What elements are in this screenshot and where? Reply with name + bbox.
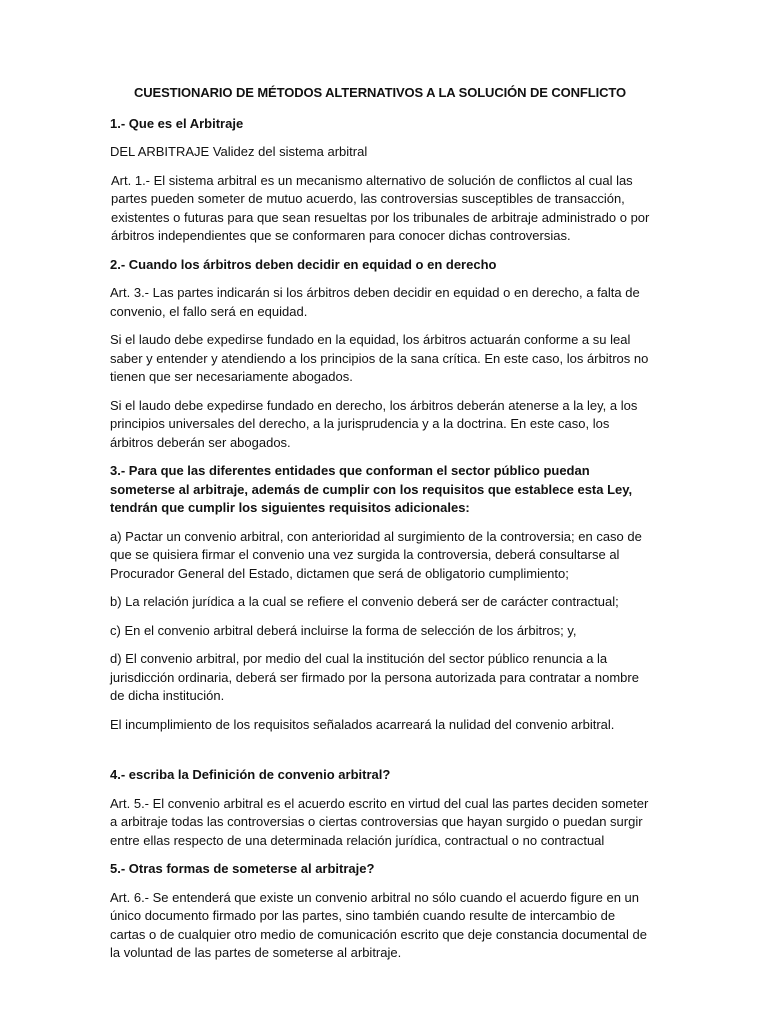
question-2: 2.- Cuando los árbitros deben decidir en equidad o en derecho	[110, 256, 497, 272]
question-3-item-d: d) El convenio arbitral, por medio del cual la institución del sector público renuncia a la jurisdicción ordinaria, deberá ser firmado por la persona autorizada para contratar a nombre de dicha institución.	[110, 651, 639, 703]
question-3-item-b: b) La relación jurídica a la cual se refiere el convenio deberá ser de carácter contractual;	[110, 594, 619, 609]
question-2-answer-1: Art. 3.- Las partes indicarán si los árbitros deben decidir en equidad o en derecho, a falta de convenio, el fallo será en equidad.	[110, 285, 640, 319]
question-4: 4.- escriba la Definición de convenio arbitral?	[110, 767, 391, 782]
question-5: 5.- Otras formas de someterse al arbitraje?	[110, 861, 375, 876]
question-3-item-a: a) Pactar un convenio arbitral, con anterioridad al surgimiento de la controversia; en caso de que se quisiera firmar el convenio una vez surgida la controversia, deberá consultarse al Procurador General del Estado, dictamen que será de obligatorio cumplimiento;	[110, 528, 642, 581]
question-1-heading: DEL ARBITRAJE Validez del sistema arbitral	[110, 144, 368, 159]
document-title: CUESTIONARIO DE MÉTODOS ALTERNATIVOS A LA SOLUCIÓN DE CONFLICTO	[133, 85, 627, 100]
question-3-note: El incumplimiento de los requisitos señalados acarreará la nulidad del convenio arbitral.	[110, 716, 615, 732]
question-1-answer: Art. 1.- El sistema arbitral es un mecanismo alternativo de solución de conflictos al cual las partes pueden someter de mutuo acuerdo, las controversias susceptibles de transacción, existentes o futuras para que sean resueltas por los tribunales de arbitraje administrado o por árbitros independientes que se conformaren para conocer dichas controversias.	[111, 172, 650, 243]
section-spacer	[110, 744, 650, 766]
question-5-answer: Art. 6.- Se entenderá que existe un convenio arbitral no sólo cuando el acuerdo figure en un único documento firmado por las partes, sino también cuando resulte de intercambio de cartas o de cualquier otro medio de comunicación escrito que deje constancia documental de la voluntad de las partes de someterse al arbitraje.	[110, 889, 647, 960]
question-2-answer-2: Si el laudo debe expedirse fundado en la equidad, los árbitros actuarán conforme a su leal saber y entender y atendiendo a los principios de la sana crítica. En este caso, los árbitros no tienen que ser necesariamente abogados.	[110, 332, 649, 384]
question-4-answer: Art. 5.- El convenio arbitral es el acuerdo escrito en virtud del cual las partes deciden someter a arbitraje todas las controversias o ciertas controversias que hayan surgido o puedan surgir entre ellas respecto de una determinada relación jurídica, contractual o no contractual	[110, 795, 649, 848]
question-3: 3.- Para que las diferentes entidades que conforman el sector público puedan someterse al arbitraje, además de cumplir con los requisitos que establece esta Ley, tendrán que cumplir los siguientes requisitos adicionales:	[110, 463, 633, 515]
question-2-answer-3: Si el laudo debe expedirse fundado en derecho, los árbitros deberán atenerse a la ley, a los principios universales del derecho, a la jurisprudencia y a la doctrina. En este caso, los árbitros deberán ser abogados.	[110, 397, 638, 450]
question-1: 1.- Que es el Arbitraje	[110, 115, 244, 131]
question-3-item-c: c) En el convenio arbitral deberá incluirse la forma de selección de los árbitros; y,	[110, 622, 577, 638]
